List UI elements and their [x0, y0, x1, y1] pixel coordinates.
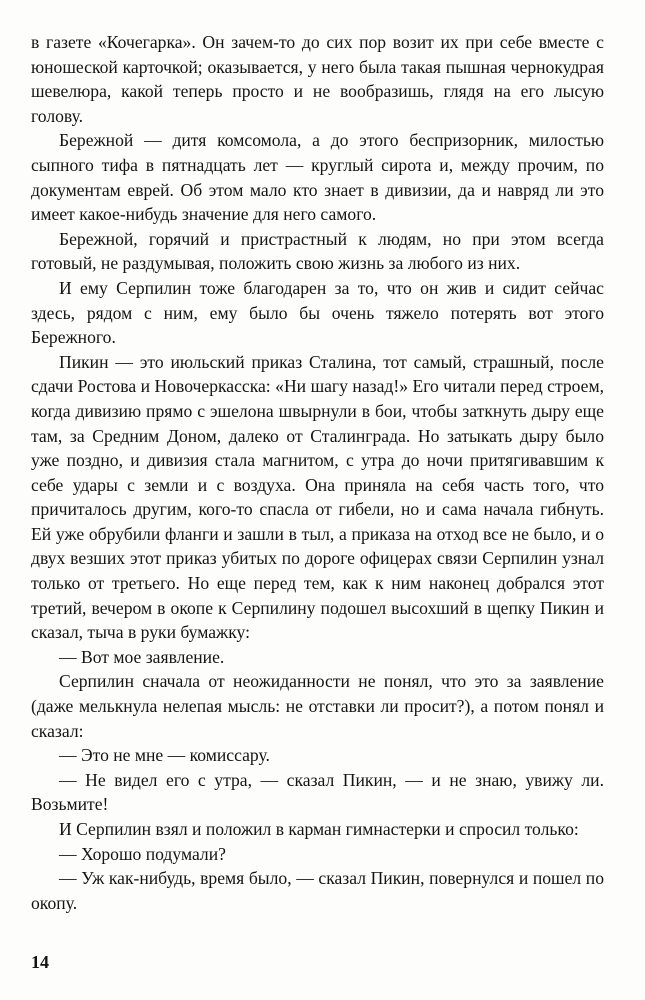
paragraph: Бережной, горячий и пристрастный к людям, но при этом всегда готовый, не раздумывая, положить свою жизнь за любого из них. [31, 228, 604, 274]
page-number: 14 [31, 952, 49, 972]
paragraph: — Хорошо подумали? [59, 843, 226, 864]
paragraph: в газете «Кочегарка». Он зачем-то до сих пор возит их при себе вместе с юношеской карточкой; оказывается, у него была такая пышная чернокудрая шевелюра, какой теперь просто и не вообразишь, глядя на его лысую голову. [31, 32, 604, 126]
paragraph: — Уж как-нибудь, время было, — сказал Пикин, повернулся и пошел по окопу. [31, 868, 604, 913]
paragraph: — Вот мое заявление. [59, 646, 225, 667]
paragraph: И ему Серпилин тоже благодарен за то, что он жив и сидит сейчас здесь, рядом с ним, ему было бы очень тяжело потерять вот этого Бережного. [31, 277, 604, 348]
paragraph: И Серпилин взял и положил в карман гимнастерки и спросил только: [59, 819, 579, 839]
paragraph: — Не видел его с утра, — сказал Пикин, — и не знаю, увижу ли. Возьмите! [31, 769, 604, 815]
book-page [31, 30, 604, 970]
paragraph: Пикин — это июльский приказ Сталина, тот самый, страшный, после сдачи Ростова и Новочеркасска: «Ни шагу назад!» Его читали перед строем, когда дивизию прямо с эшелона швырнули в бои, чтобы заткнуть дыру еще там, за Средним Доном, далеко от Сталинграда. Но затыкать дыру было уже поздно, и дивизия стала магнитом, с утра до ночи притягивавшим к себе удары с земли и с воздуха. Она приняла на себя часть того, что причиталось другим, кого-то спасла от гибели, но и сама начала гибнуть. Ей уже обрубили фланги и зашли в тыл, а приказа на отход все не было, и о двух везших этот приказ убитых по дороге офицерах связи Серпилин узнал только от третьего. Но еще перед тем, как к ним наконец добрался этот третий, вечером в окопе к Серпилину подошел высохший в щепку Пикин и сказал, тыча в руки бумажку: [31, 351, 604, 643]
page-text [31, 30, 604, 915]
paragraph: Серпилин сначала от неожиданности не понял, что это за заявление (даже мелькнула нелепая мысль: не отставки ли просит?), а потом понял и сказал: [31, 671, 604, 741]
paragraph: Бережной — дитя комсомола, а до этого беспризорник, милостью сыпного тифа в пятнадцать лет — круглый сирота и, между прочим, по документам еврей. Об этом мало кто знает в дивизии, да и навряд ли это имеет какое-нибудь значение для него самого. [31, 130, 604, 225]
paragraph: — Это не мне — комиссару. [59, 745, 270, 766]
